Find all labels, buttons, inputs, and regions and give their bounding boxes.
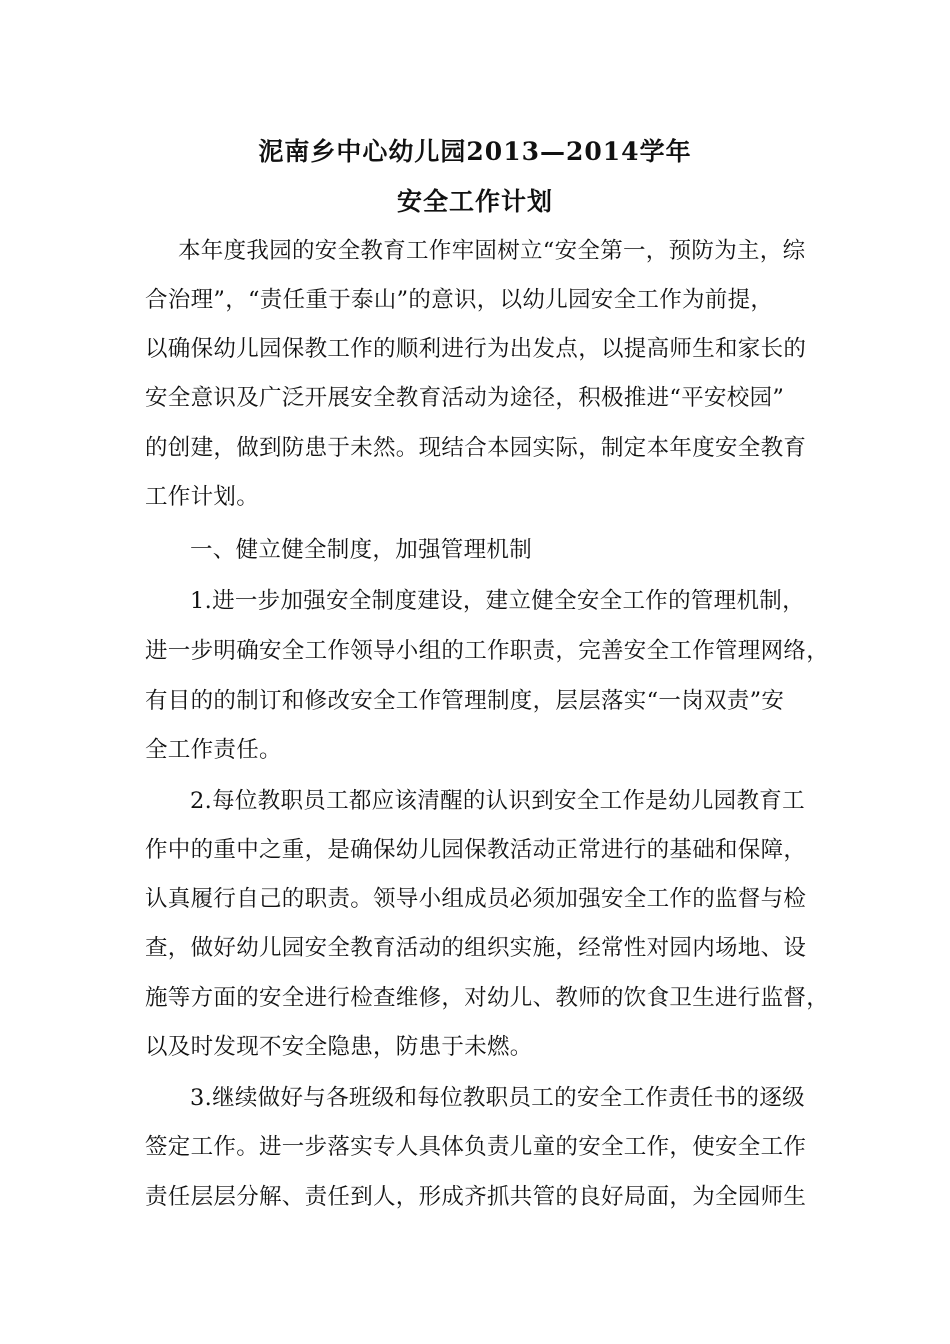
paragraph-line: 以确保幼儿园保教工作的顺利进行为出发点，以提高师生和家长的 [145,336,807,362]
paragraph-line: 认真履行自己的职责。领导小组成员必须加强安全工作的监督与检 [145,886,807,912]
paragraph-line: 查，做好幼儿园安全教育活动的组织实施，经常性对园内场地、设 [145,935,807,961]
paragraph-line: 签定工作。进一步落实专人具体负责儿童的安全工作，使安全工作 [145,1134,807,1160]
paragraph-line: 全工作责任。 [145,737,282,763]
paragraph-line: 1.进一步加强安全制度建设，建立健全安全工作的管理机制， [190,588,805,614]
paragraph-line: 施等方面的安全进行检查维修，对幼儿、教师的饮食卫生进行监督， [145,985,830,1011]
paragraph-line: 的创建，做到防患于未然。现结合本园实际，制定本年度安全教育 [145,435,807,461]
paragraph-line: 本年度我园的安全教育工作牢固树立“安全第一，预防为主，综 [178,238,806,264]
paragraph-line: 3.继续做好与各班级和每位教职员工的安全工作责任书的逐级 [190,1085,805,1111]
paragraph-line: 作中的重中之重，是确保幼儿园保教活动正常进行的基础和保障， [145,837,807,863]
paragraph-line: 2.每位教职员工都应该清醒的认识到安全工作是幼儿园教育工 [190,788,805,814]
paragraph-line: 合治理”，“责任重于泰山”的意识，以幼儿园安全工作为前提， [145,287,774,313]
paragraph-line: 进一步明确安全工作领导小组的工作职责，完善安全工作管理网络， [145,638,830,664]
paragraph-line: 以及时发现不安全隐患，防患于未燃。 [145,1034,533,1060]
document-title: 泥南乡中心幼儿园2013—2014学年 [258,137,692,166]
paragraph-line: 安全意识及广泛开展安全教育活动为途径，积极推进“平安校园” [145,385,785,411]
paragraph-line: 有目的的制订和修改安全工作管理制度，层层落实“一岗双责”安 [145,688,785,714]
paragraph-line: 工作计划。 [145,484,260,510]
section-heading: 一、健立健全制度，加强管理机制 [190,537,533,563]
paragraph-line: 责任层层分解、责任到人，形成齐抓共管的良好局面，为全园师生 [145,1184,807,1210]
document-subtitle: 安全工作计划 [396,187,553,216]
